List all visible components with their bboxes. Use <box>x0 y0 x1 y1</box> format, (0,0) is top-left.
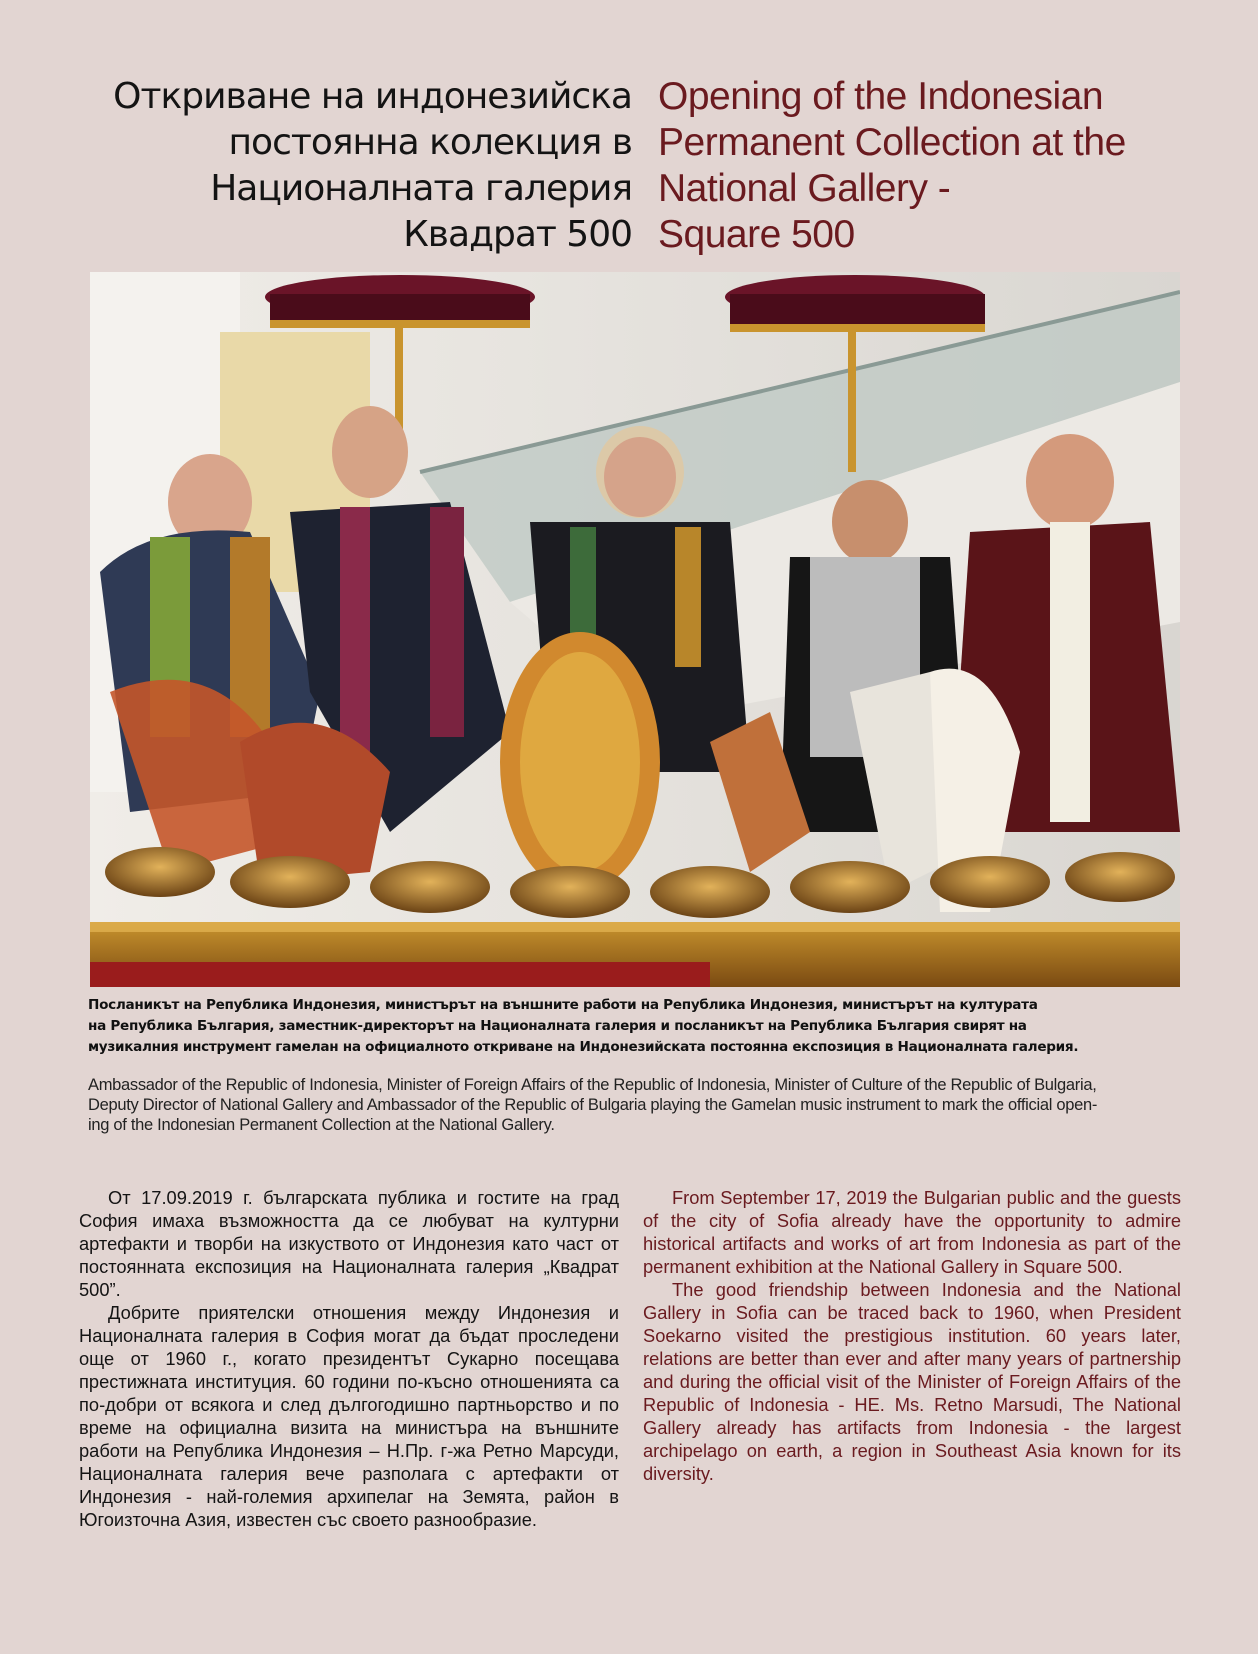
caption-bg-line: на Република България, заместник-директорът на Националната галерия и посланикът на Република България свирят на <box>88 1018 1027 1034</box>
title-bulgarian <box>70 74 632 258</box>
caption-en-line: ing of the Indonesian Permanent Collection at the National Gallery. <box>88 1116 555 1134</box>
title-en-line: Permanent Collection at the <box>658 121 1126 164</box>
caption-en-line: Ambassador of the Republic of Indonesia, Minister of Foreign Affairs of the Republic of Indonesia, Minister of Culture of the Republic of Bulgaria, <box>88 1076 1097 1094</box>
body-column-english <box>643 1186 1181 1485</box>
title-bg-line: постоянна колекция в <box>228 122 632 163</box>
title-en-line: National Gallery - <box>658 167 951 210</box>
body-en-paragraph: From September 17, 2019 the Bulgarian public and the guests of the city of Sofia already have the opportunity to admire historical artifacts and works of art from Indonesia as part of the permanent exhibition at the National Gallery in Square 500. <box>643 1187 1181 1277</box>
caption-bg-line: музикалния инструмент гамелан на официалното откриване на Индонезийската постоянна експозиция в Националната галерия. <box>88 1039 1079 1055</box>
body-en-paragraph: The good friendship between Indonesia and the National Gallery in Sofia can be traced back to 1960, when President Soekarno visited the prestigious institution. 60 years later, relations are better than ever and after many years of partnership and during the official visit of the Minister of Foreign Affairs of the Republic of Indonesia - HE. Ms. Retno Marsudi, The National Gallery already has artifacts from Indonesia - the largest archipelago on earth, a region in Southeast Asia known for its diversity. <box>643 1279 1181 1484</box>
body-bg-paragraph: Добрите приятелски отношения между Индонезия и Националната галерия в София могат да бъдат проследени още от 1960 г., когато президентът Сукарно посещава престижната институция. 60 години по-късно отношенията са по-добри от всякога и след дългогодишно партньорство и по време на официална визита на министъра на външните работи на Република Индонезия – Н.Пр. г-жа Ретно Марсуди, Националната галерия вече разполага с артефакти от Индонезия - най-големия архипелаг на Земята, район в Югоизточна Азия, известен със своето разнообразие. <box>79 1302 619 1530</box>
event-photo <box>90 272 1180 987</box>
photo-caption-bulgarian <box>88 995 1198 1058</box>
body-bg-paragraph: От 17.09.2019 г. българската публика и гостите на град София имаха възможността да се любуват на културни артефакти и творби на изкуството от Индонезия като част от постоянната експозиция на Националната галерия „Квадрат 500”. <box>79 1187 619 1300</box>
title-bg-line: Националната галерия <box>210 168 632 209</box>
title-en-line: Square 500 <box>658 213 855 256</box>
photo-caption-english <box>88 1075 1198 1135</box>
event-photo-illustration <box>90 272 1180 987</box>
title-bg-line: Откриване на индонезийска <box>113 76 632 117</box>
title-english <box>658 74 1218 258</box>
caption-en-line: Deputy Director of National Gallery and Ambassador of the Republic of Bulgaria playing the Gamelan music instrument to mark the official open- <box>88 1096 1098 1114</box>
title-en-line: Opening of the Indonesian <box>658 75 1104 118</box>
body-column-bulgarian <box>79 1186 619 1531</box>
caption-bg-line: Посланикът на Република Индонезия, министърът на външните работи на Република Индонезия, министърът на културата <box>88 997 1038 1013</box>
title-bg-line: Квадрат 500 <box>403 214 632 255</box>
